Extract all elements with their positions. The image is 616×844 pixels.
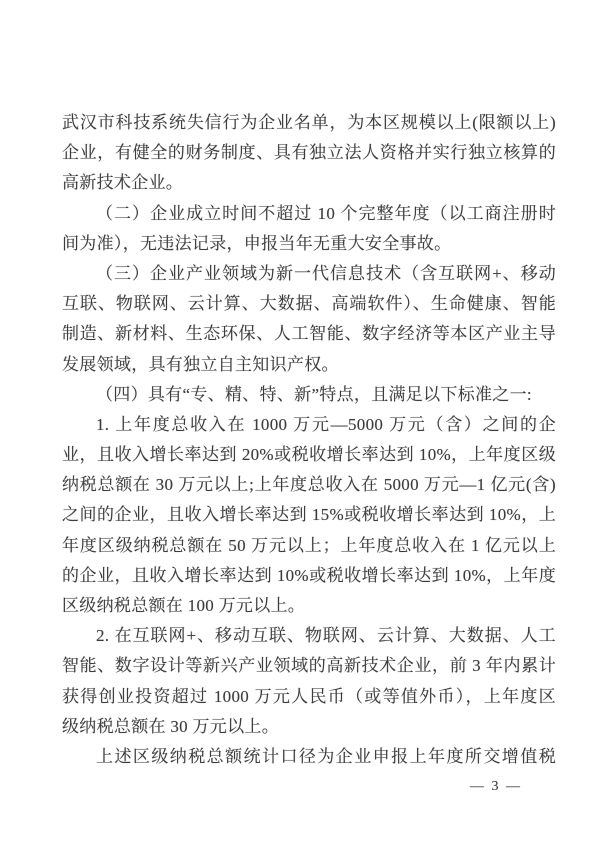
text-line: 间为准），无违法记录，申报当年无重大安全事故。 [62,233,452,253]
text-line: 获得创业投资超过 1000 万元人民币（或等值外币），上年度区 [62,686,556,706]
text-line: 发展领域，具有独立自主知识产权。 [62,354,339,374]
text-line: 上述区级纳税总额统计口径为企业申报上年度所交增值税 [96,746,556,766]
text-line: 之间的企业，且收入增长率达到 15%或税收增长率达到 10%，上 [62,505,556,525]
text-line: 纳税总额在 30 万元以上;上年度总收入在 5000 万元—1 亿元(含) [62,475,556,495]
text-line: 武汉市科技系统失信行为企业名单，为本区规模以上(限额以上) [62,113,556,132]
text-line: 互联、物联网、云计算、大数据、高端软件）、生命健康、智能 [62,294,556,314]
text-line: （二）企业成立时间不超过 10 个完整年度（以工商注册时 [96,203,556,223]
text-line: （四）具有“专、精、特、新”特点，且满足以下标准之一: [96,384,532,404]
text-line: 制造、新材料、生态环保、人工智能、数字经济等本区产业主导 [62,324,556,344]
document-text-block [62,108,556,772]
text-line: 企业，有健全的财务制度、具有独立法人资格并实行独立核算的 [62,143,556,163]
text-line: （三）企业产业领域为新一代信息技术（含互联网+、移动 [96,263,556,283]
text-line: 1. 上年度总收入在 1000 万元—5000 万元（含）之间的企 [96,414,556,434]
text-line: 2. 在互联网+、移动互联、物联网、云计算、大数据、人工 [96,626,556,646]
text-line: 业，且收入增长率达到 20%或税收增长率达到 10%，上年度区级 [62,445,556,465]
text-line: 高新技术企业。 [62,173,184,193]
text-line: 智能、数字设计等新兴产业领域的高新技术企业，前 3 年内累计 [62,656,556,676]
text-line: 年度区级纳税总额在 50 万元以上；上年度总收入在 1 亿元以上 [62,535,556,555]
text-line: 级纳税总额在 30 万元以上。 [62,716,279,736]
text-line: 区级纳税总额在 100 万元以上。 [62,596,306,615]
page-number: — 3 — [470,779,522,794]
text-line: 的企业，且收入增长率达到 10%或税收增长率达到 10%，上年度 [62,565,556,585]
